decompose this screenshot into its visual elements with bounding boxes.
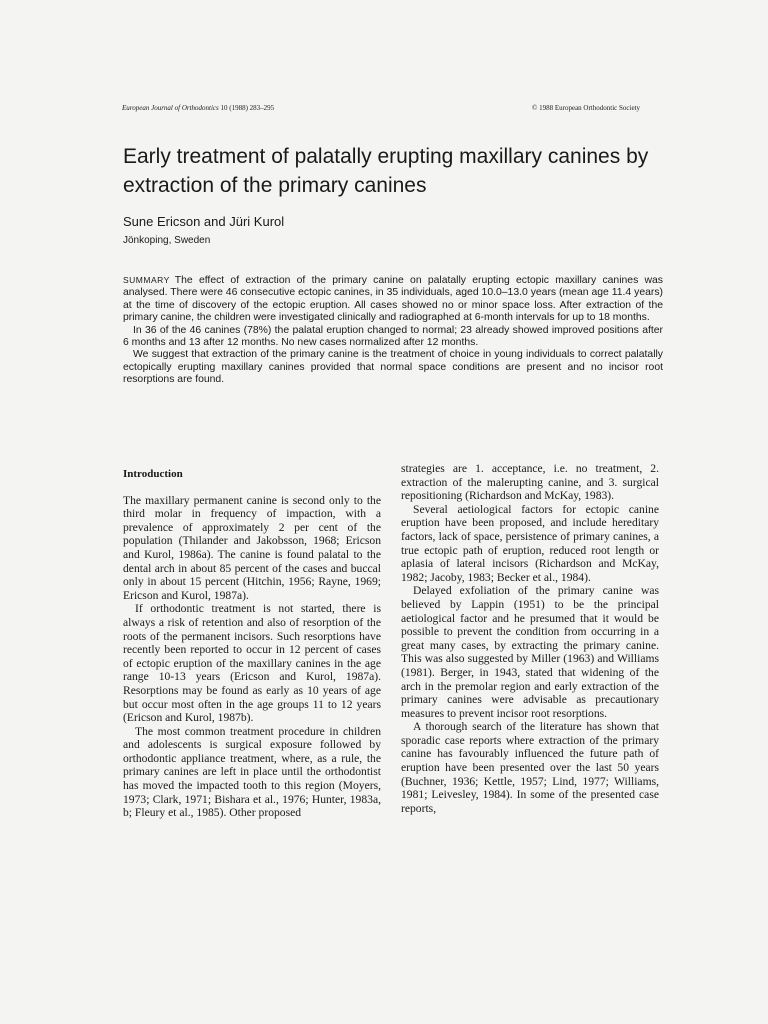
body-paragraph: If orthodontic treatment is not started, there is always a risk of retention and also of resorption of the roots of the permanent incisors. Such resorptions have recently been reported to occur in 12 percent of cases of ectopic eruption of the maxillary canines in the age range 10-13 years (Ericson and Kurol, 1987a). Resorptions may be found as early as 10 years of age but occur most often in the age groups 11 to 12 years (Ericson and Kurol, 1987b). <box>123 602 381 725</box>
summary-paragraph: We suggest that extraction of the primary canine is the treatment of choice in young individuals to correct palatally ectopically erupting maxillary canines provided that normal space conditions are present and no incisor root resorptions are found. <box>123 349 663 386</box>
section-heading-introduction: Introduction <box>123 468 183 480</box>
body-paragraph: Delayed exfoliation of the primary canine was believed by Lappin (1951) to be the principal aetiological factor and he presumed that it would be possible to prevent the condition from occurring in a great many cases, by extracting the primary canine. This was also suggested by Miller (1963) and Williams (1981). Berger, in 1943, stated that widening of the arch in the premolar region and early extraction of the primary canines were advisable as precautionary measures to prevent incisor root resorptions. <box>401 584 659 720</box>
journal-volume: 10 (1988) 283–295 <box>220 104 275 112</box>
body-paragraph: Several aetiological factors for ectopic canine eruption have been proposed, and include hereditary factors, lack of space, persistence of primary canines, a true ectopic path of eruption, reduced root length or aplasia of lateral incisors (Richardson and McKay, 1982; Jacoby, 1983; Becker et al., 1984). <box>401 502 659 584</box>
body-paragraph: The most common treatment procedure in children and adolescents is surgical exposure followed by orthodontic appliance treatment, where, as a rule, the primary canines are left in place until the orthodontist has moved the impacted tooth to this region (Moyers, 1973; Clark, 1971; Bishara et al., 1976; Hunter, 1983a, b; Fleury et al., 1985). Other proposed <box>123 724 381 820</box>
journal-citation <box>122 104 274 112</box>
summary-abstract <box>123 274 663 387</box>
running-head <box>122 104 640 112</box>
article-authors: Sune Ericson and Jüri Kurol <box>123 214 285 229</box>
body-paragraph: The maxillary permanent canine is second only to the third molar in frequency of impaction, with a prevalence of approximately 2 per cent of the population (Thilander and Jakobsson, 1968; Ericson and Kurol, 1986a). The canine is found palatal to the dental arch in about 85 percent of the cases and buccal only in about 15 percent (Hitchin, 1956; Rayne, 1969; Ericson and Kurol, 1987a). <box>123 493 381 602</box>
summary-paragraph <box>123 274 663 325</box>
article-title: Early treatment of palatally erupting maxillary canines by extraction of the primary canines <box>123 145 649 197</box>
summary-text: The effect of extraction of the primary canine on palatally erupting ectopic maxillary canines was analysed. There were 46 consecutive ectopic canines, in 35 individuals, aged 10.0–13.0 years (mean age 11.4 years) at the time of discovery of the ectopic eruption. All cases showed no or minor space loss. After extraction of the primary canine, the children were investigated clinically and radiographed at 6-month intervals for up to 18 months. <box>123 275 663 324</box>
copyright-notice: © 1988 European Orthodontic Society <box>532 104 640 112</box>
body-paragraph: strategies are 1. acceptance, i.e. no treatment, 2. extraction of the malerupting canine, and 3. surgical repositioning (Richardson and McKay, 1983). <box>401 462 659 503</box>
summary-paragraph: In 36 of the 46 canines (78%) the palatal eruption changed to normal; 23 already showed improved positions after 6 months and 13 after 12 months. No new cases normalized after 12 months. <box>123 324 663 349</box>
body-paragraph: A thorough search of the literature has shown that sporadic case reports where extraction of the primary canine has favourably influenced the future path of eruption have been presented over the last 50 years (Buchner, 1936; Kettle, 1957; Lind, 1977; Williams, 1981; Leivesley, 1984). In some of the presented case reports, <box>401 720 659 815</box>
body-column-right <box>401 462 659 815</box>
author-affiliation: Jönkoping, Sweden <box>123 235 211 246</box>
body-column-left <box>123 462 381 820</box>
journal-name: European Journal of Orthodontics <box>122 104 219 112</box>
summary-label: SUMMARY <box>123 275 170 285</box>
